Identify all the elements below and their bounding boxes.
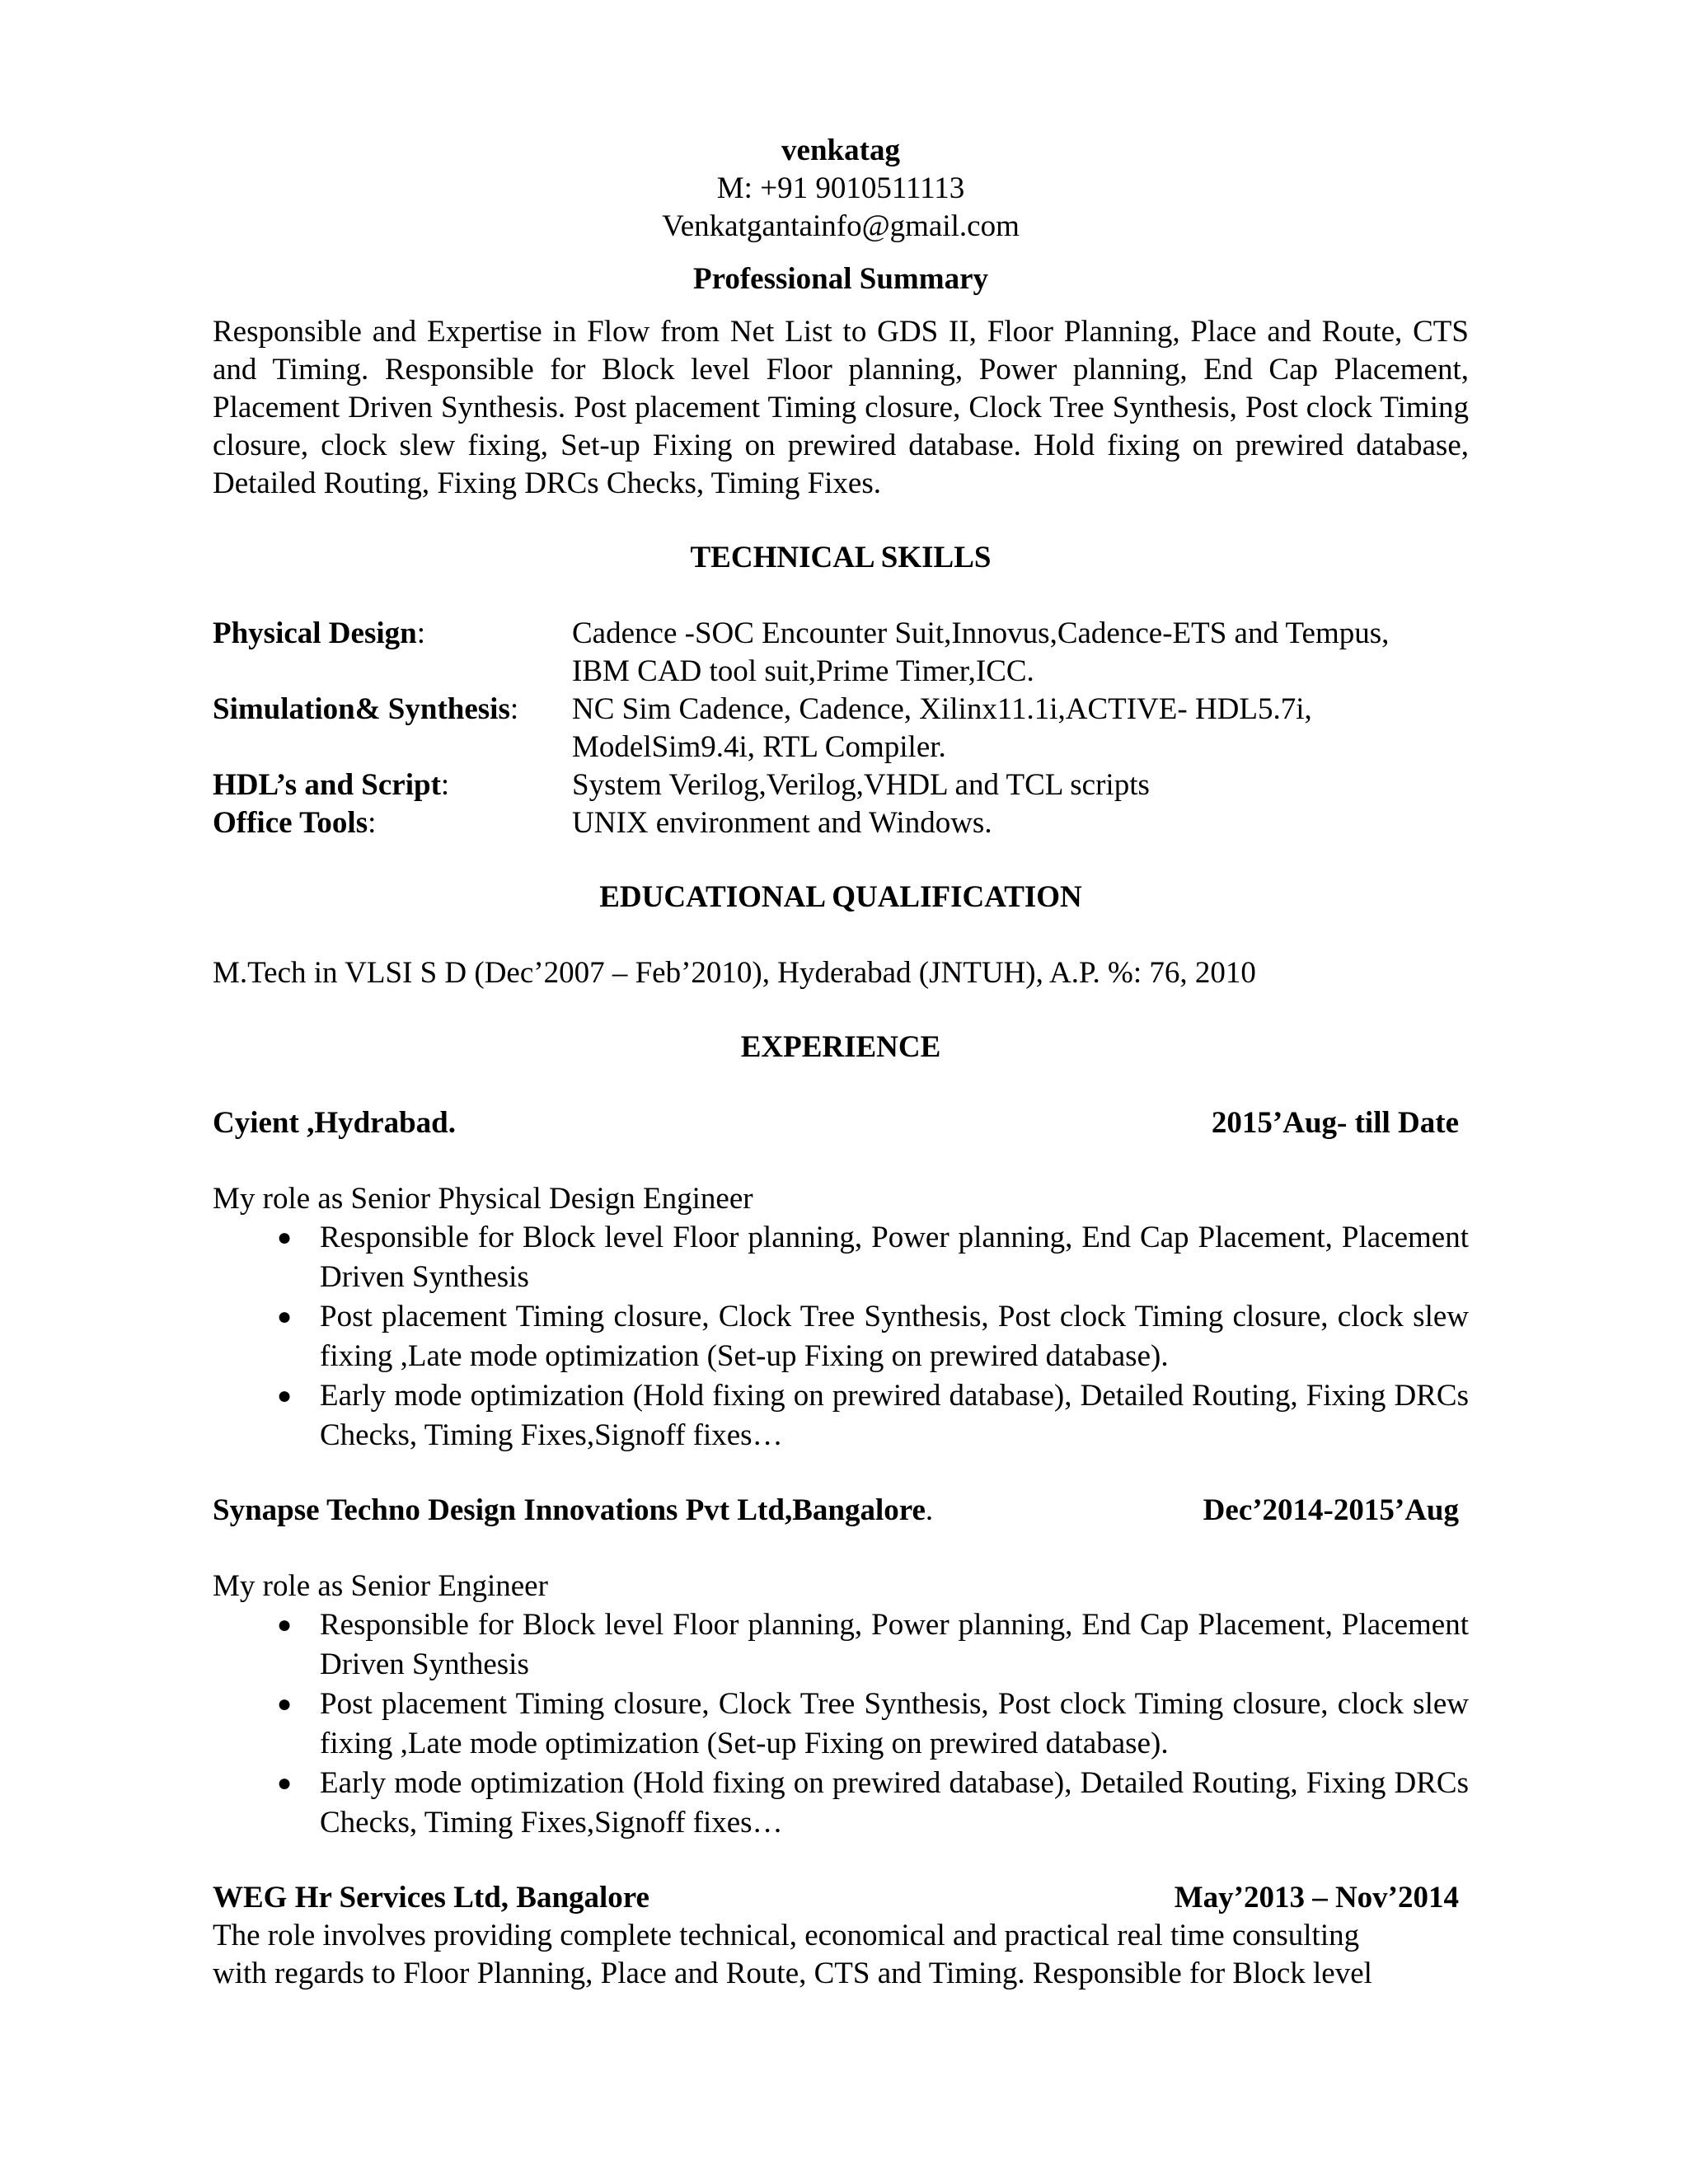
skills-table — [213, 615, 1469, 842]
list-item: ● Responsible for Block level Floor planning, Power planning, End Cap Placement, Placement Driven Synthesis — [213, 1605, 1469, 1685]
bullet-icon: ● — [277, 1382, 293, 1409]
skill-value: System Verilog,Verilog,VHDL and TCL scripts — [572, 768, 1150, 802]
list-item: ● Post placement Timing closure, Clock Tree Synthesis, Post clock Timing closure, clock slew fixing ,Late mode optimization (Set-up Fixing on prewired database). — [213, 1685, 1469, 1764]
skill-row — [213, 804, 1469, 842]
job-company: Cyient ,Hydrabad. — [213, 1106, 457, 1140]
job-dates: 2015’Aug- till Date — [1211, 1106, 1459, 1140]
education-title: EDUCATIONAL QUALIFICATION — [599, 880, 1082, 914]
skill-value: NC Sim Cadence, Cadence, Xilinx11.1i,ACTIVE- HDL5.7i, ModelSim9.4i, RTL Compiler. — [572, 692, 1312, 764]
skill-value: UNIX environment and Windows. — [572, 806, 992, 840]
list-item: ● Post placement Timing closure, Clock Tree Synthesis, Post clock Timing closure, clock slew fixing ,Late mode optimization (Set-up Fixing on prewired database). — [213, 1297, 1469, 1376]
bullet-icon: ● — [277, 1690, 293, 1718]
resume-page — [213, 132, 1469, 1993]
skill-value: Cadence -SOC Encounter Suit,Innovus,Cadence-ETS and Tempus, IBM CAD tool suit,Prime Timer,ICC. — [572, 616, 1390, 688]
job-description-line: The role involves providing complete technical, economical and practical real time consulting — [213, 1919, 1360, 1952]
candidate-name: venkatag — [781, 134, 900, 167]
skill-label: Physical Design: — [213, 616, 425, 650]
skill-row — [213, 615, 1469, 691]
job-company: WEG Hr Services Ltd, Bangalore — [213, 1881, 649, 1915]
bullet-icon: ● — [277, 1611, 293, 1638]
job-role: My role as Senior Physical Design Engineer — [213, 1182, 753, 1216]
job-header — [213, 1104, 1469, 1142]
bullet-icon: ● — [277, 1769, 293, 1797]
job-company: Synapse Techno Design Innovations Pvt Ltd,Bangalore. — [213, 1493, 934, 1527]
job-bullets — [213, 1605, 1469, 1843]
education-text: M.Tech in VLSI S D (Dec’2007 – Feb’2010), Hyderabad (JNTUH), A.P. %: 76, 2010 — [213, 956, 1256, 990]
list-item: ● Early mode optimization (Hold fixing on prewired database), Detailed Routing, Fixing DRCs Checks, Timing Fixes,Signoff fixes… — [213, 1376, 1469, 1455]
skill-label: HDL’s and Script: — [213, 768, 450, 802]
bullet-icon: ● — [277, 1303, 293, 1330]
job-dates: May’2013 – Nov’2014 — [1174, 1881, 1459, 1915]
job-header — [213, 1879, 1469, 1917]
candidate-phone: M: +91 9010511113 — [716, 171, 965, 205]
candidate-email: Venkatgantainfo@gmail.com — [662, 209, 1020, 243]
skill-label: Office Tools: — [213, 806, 377, 840]
job-role: My role as Senior Engineer — [213, 1569, 548, 1603]
job-header — [213, 1492, 1469, 1530]
skill-row — [213, 691, 1469, 766]
summary-text: Responsible and Expertise in Flow from Net List to GDS II, Floor Planning, Place and Route, CTS and Timing. Responsible for Block level Floor planning, Power planning, End Cap Placement, Placement Driven Synthesis. Post placement Timing closure, Clock Tree Synthesis, Post clock Timing closure, clock slew fixing, Set-up Fixing on prewired database. Hold fixing on prewired database, Detailed Routing, Fixing DRCs Checks, Timing Fixes. — [213, 315, 1469, 500]
skills-title: TECHNICAL SKILLS — [690, 541, 992, 574]
experience-title: EXPERIENCE — [740, 1030, 941, 1064]
list-item: ● Responsible for Block level Floor planning, Power planning, End Cap Placement, Placement Driven Synthesis — [213, 1218, 1469, 1297]
job-bullets — [213, 1218, 1469, 1455]
skill-row — [213, 766, 1469, 804]
job-dates: Dec’2014-2015’Aug — [1203, 1493, 1459, 1527]
resume-header — [213, 132, 1469, 246]
summary-title: Professional Summary — [692, 262, 988, 296]
job-description-line: with regards to Floor Planning, Place and Route, CTS and Timing. Responsible for Block level — [213, 1957, 1372, 1990]
bullet-icon: ● — [277, 1224, 293, 1251]
list-item: ● Early mode optimization (Hold fixing on prewired database), Detailed Routing, Fixing DRCs Checks, Timing Fixes,Signoff fixes… — [213, 1764, 1469, 1843]
skill-label: Simulation& Synthesis: — [213, 692, 519, 726]
